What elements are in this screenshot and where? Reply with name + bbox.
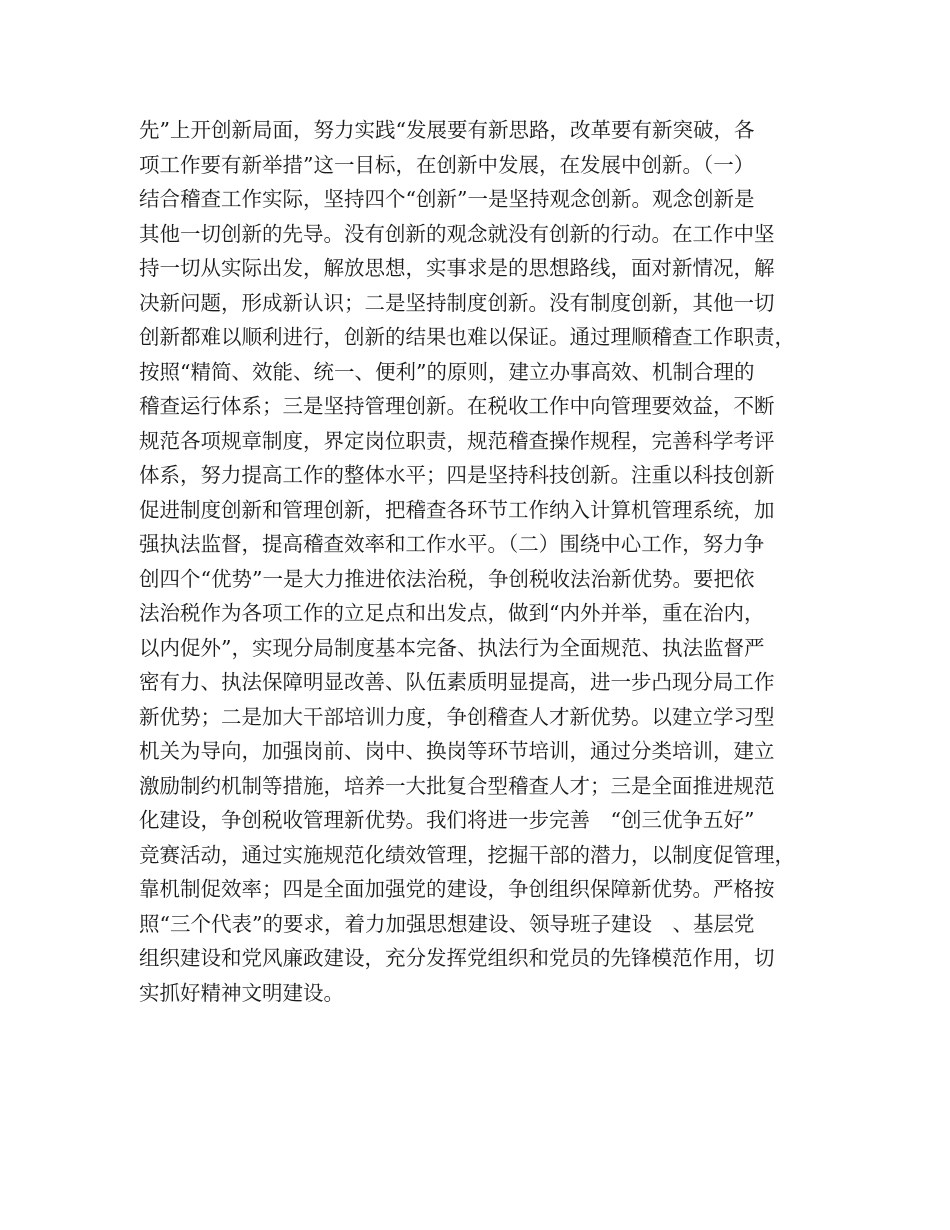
text-line-10: 规范各项规章制度，界定岗位职责，规范稽查操作规程，完善科学考评 — [139, 428, 775, 453]
text-line-15: 法治税作为各项工作的立足点和出发点，做到“内外并举，重在治内， — [139, 601, 765, 625]
text-line-7: 创新都难以顺利进行，创新的结果也难以保证。通过理顺稽查工作职责， — [139, 325, 795, 349]
text-line-22: 竞赛活动，通过实施规范化绩效管理，挖掘干部的潜力，以制度促管理， — [139, 842, 795, 867]
text-line-26: 实抓好精神文明建设。 — [139, 980, 344, 1005]
body-text — [139, 113, 829, 1010]
text-line-23: 靠机制促效率；四是全面加强党的建设，争创组织保障新优势。严格按 — [139, 877, 775, 901]
text-line-5: 持一切从实际出发，解放思想，实事求是的思想路线，面对新情况，解 — [139, 256, 775, 280]
text-line-1: 先”上开创新局面，努力实践“发展要有新思路，改革要有新突破，各 — [139, 118, 755, 142]
text-line-11: 体系，努力提高工作的整体水平；四是坚持科技创新。注重以科技创新 — [139, 463, 775, 487]
text-line-9: 稽查运行体系；三是坚持管理创新。在税收工作中向管理要效益，不断 — [139, 394, 775, 418]
text-line-6: 决新问题，形成新认识；二是坚持制度创新。没有制度创新，其他一切 — [139, 290, 775, 315]
text-line-25: 组织建设和党风廉政建设，充分发挥党组织和党员的先锋模范作用，切 — [139, 946, 775, 970]
text-line-17: 密有力、执法保障明显改善、队伍素质明显提高，进一步凸现分局工作 — [139, 670, 775, 694]
text-line-2: 项工作要有新举措”这一目标，在创新中发展，在发展中创新。（一） — [139, 152, 755, 177]
text-line-4: 其他一切创新的先导。没有创新的观念就没有创新的行动。在工作中坚 — [139, 221, 775, 246]
text-line-12: 促进制度创新和管理创新，把稽查各环节工作纳入计算机管理系统，加 — [139, 497, 775, 522]
text-line-14: 创四个“优势”一是大力推进依法治税，争创税收法治新优势。要把依 — [139, 566, 755, 591]
text-line-16: 以内促外”，实现分局制度基本完备、执法行为全面规范、执法监督严 — [139, 635, 765, 660]
text-line-18: 新优势；二是加大干部培训力度，争创稽查人才新优势。以建立学习型 — [139, 704, 775, 729]
text-line-21: 化建设，争创税收管理新优势。我们将进一步完善 “创三优争五好” — [139, 808, 755, 832]
text-line-13: 强执法监督，提高稽查效率和工作水平。（二）围绕中心工作，努力争 — [139, 532, 765, 556]
text-line-19: 机关为导向，加强岗前、岗中、换岗等环节培训，通过分类培训，建立 — [139, 739, 775, 763]
text-line-20: 激励制约机制等措施，培养一大批复合型稽查人才；三是全面推进规范 — [139, 773, 775, 798]
text-line-24: 照“三个代表”的要求，着力加强思想建设、领导班子建设 、基层党 — [139, 911, 755, 936]
text-line-3: 结合稽查工作实际，坚持四个“创新”一是坚持观念创新。观念创新是 — [139, 187, 755, 211]
text-line-8: 按照“精简、效能、统一、便利”的原则，建立办事高效、机制合理的 — [139, 359, 755, 384]
